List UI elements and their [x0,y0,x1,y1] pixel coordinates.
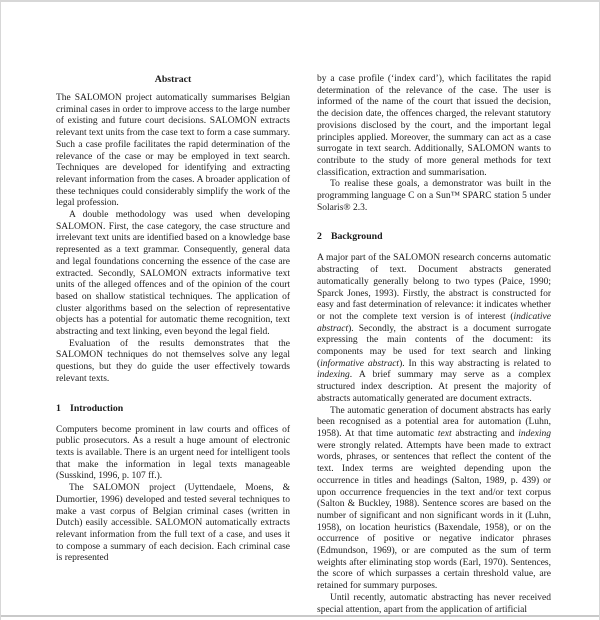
text-run: were strongly related. Attempts have been made to extract words, phrases, or sentences that reflect the content of the text. Index terms are weighted depending upon the occurrence in titles and headings (Salton, 1989, p. 439) or upon occurrence frequencies in the text and/or text corpus (Salton & Buckley, 1988). Sentence scores are based on the number of significant and non significant words in it (Luhn, 1958), on location heuristics (Baxendale, 1958), or on the occurrence of positive or negative indicator phrases (Edmundson, 1969), or are computed as the sum of term weights after eliminating stop words (Earl, 1970). Sentences, the score of which surpasses a certain threshold value, are retained for summary purposes. [317,440,551,592]
text-run: abstracting and [451,428,519,439]
heading-text: Introduction [70,402,124,414]
section-number: 1 [56,402,61,414]
paragraph [317,253,551,405]
text-run: The automatic generation of document abstracts has early been recognised as a potential area for automation (Luhn, 1958). At that time automatic [317,405,551,439]
text-run: by a case profile (‘index card’), which facilitates the rapid determination of the relevance of the case. The user is informed of the name of the court that issued the decision, the decision date, the offences charged, the relevant statutory provisions disclosed by the court, and the important legal principles applied. Moreover, the summary can act as a case surrogate in text search. Additionally, SALOMON wants to contribute to the study of more general methods for text classification, extraction and summarisation. [317,74,551,178]
heading-text: Background [331,231,383,243]
italic-text-run: informative abstract [320,358,400,369]
page-bottom-edge [1,615,599,617]
text-run: ). In this way abstracting is related to [399,358,551,369]
paragraph [56,425,290,484]
text-run: Computers become prominent in law courts and offices of public prosecutors. As a result a huge amount of electronic texts is available. There is an urgent need for intelligent tools that make the information in legal texts manageable (Susskind, 1996, p. 107 ff.). [56,424,290,482]
paragraph [317,74,551,179]
text-run: A double methodology was used when developing SALOMON. First, the case category, the case structure and irrelevant text units are identified based on a knowledge base represented as a text grammar. Consequently, general data and legal foundations concerning the essence of the case are extracted. Secondly, SALOMON extracts informative text units of the alleged offences and of the opinion of the court based on shallow statistical techniques. The application of cluster algorithms based on the selection of representative objects has a potential for automatic theme recognition, text abstracting and text linking, even beyond the legal field. [56,210,290,338]
paragraph [56,483,290,565]
text-run: The SALOMON project (Uyttendaele, Moens, & Dumortier, 1996) developed and tested several techniques to make a vast corpus of Belgian criminal cases (written in Dutch) easily accessible. SALOMON automatically extracts relevant information from the full text of a case, and uses it to compose a summary of each decision. Each criminal case is represented [56,483,290,564]
right-column [317,74,551,616]
paragraph [56,210,290,339]
heading-text: Abstract [154,74,192,85]
paragraph [56,93,290,210]
italic-text-run: indexing [518,428,551,439]
paragraph [317,179,551,214]
italic-text-run: indicative abstract [317,311,551,334]
paragraph [317,593,551,616]
left-column [56,74,290,565]
italic-text-run: text [437,428,452,439]
text-run: . A brief summary may serve as a complex structured index description. At present the majority of abstracts automatically generated are document extracts. [317,370,551,404]
text-run: A major part of the SALOMON research concerns automatic abstracting of text. Document abstracts generated automatically generally belong to two types (Paice, 1990; Sparck Jones, 1993). Firstly, the abstract is constructed for easy and fast determination of relevance: it indicates whether or not the complete text version is of interest ( [317,253,551,322]
text-run: Evaluation of the results demonstrates that the SALOMON techniques do not themselves solve any legal questions, but they do guide the user effectively towards relevant texts. [56,338,290,384]
text-run: Until recently, automatic abstracting has never received special attention, apart from the application of artificial [317,592,551,615]
section-number: 2 [317,231,322,243]
paragraph [317,406,551,593]
section-heading [317,231,551,243]
text-run: ). Secondly, the abstract is a document surrogate expressing the main contents of the document: its components may be used for text search and linking ( [317,323,551,369]
paragraph [56,339,290,386]
text-run: To realise these goals, a demonstrator was built in the programming language C on a Sun™ SPARC station 5 under Solaris® 2.3. [317,179,551,213]
italic-text-run: indexing [317,370,350,381]
text-run: The SALOMON project automatically summarises Belgian criminal cases in order to improve access to the large number of existing and future court decisions. SALOMON extracts relevant text units from the case text to form a case summary. Such a case profile facilitates the rapid determination of the relevance of the case or may be employed in text search. Techniques are developed for identifying and extracting relevant information from the cases. A broader application of these techniques could considerably simplify the work of the legal profession. [56,93,290,209]
section-heading [56,403,290,415]
abstract-heading [56,74,290,86]
